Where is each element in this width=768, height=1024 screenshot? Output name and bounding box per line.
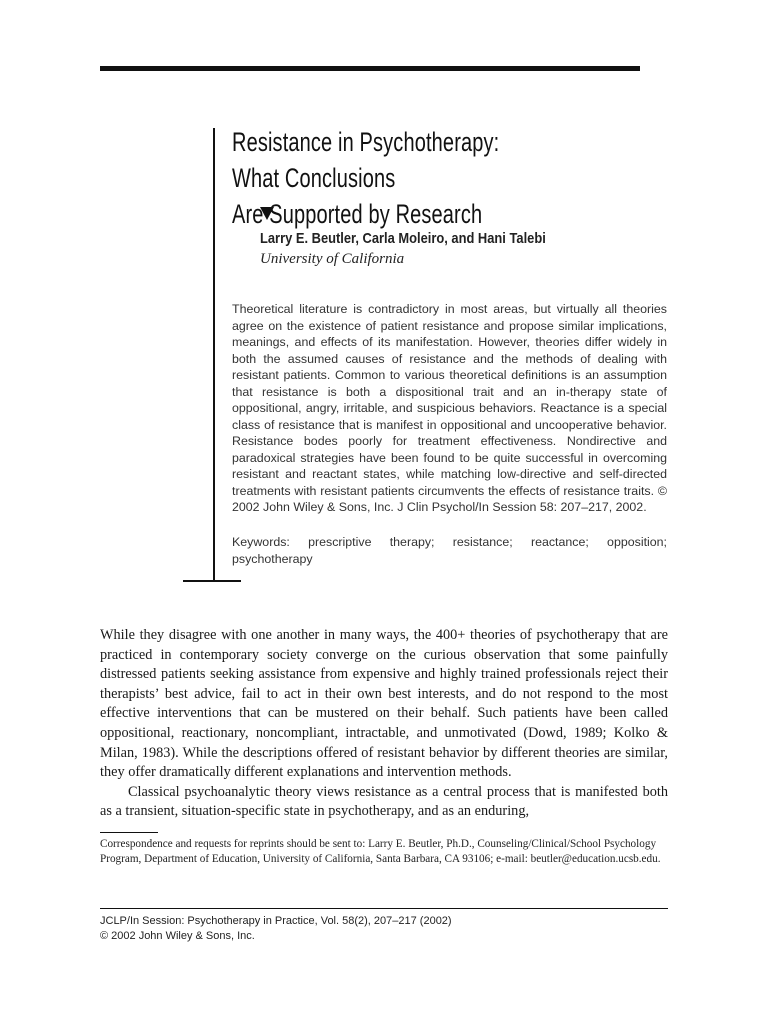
footnote-rule <box>100 832 158 833</box>
keywords: Keywords: prescriptive therapy; resistance; reactance; opposition; psychotherapy <box>232 535 667 566</box>
correspondence-footnote: Correspondence and requests for reprints should be sent to: Larry E. Beutler, Ph.D., Counseling/Clinical/School Psychology Program, Department of Education, University of California, Santa Barbara, CA 93106; e-mail: beutler@education.ucsb.edu. <box>100 838 661 865</box>
article-title <box>232 124 543 232</box>
rule-stub <box>183 580 241 582</box>
footer-rule <box>100 908 668 909</box>
title-line-2: Are Supported by Research <box>232 199 483 229</box>
journal-citation: JCLP/In Session: Psychotherapy in Practice, Vol. 58(2), 207–217 (2002) <box>100 915 452 927</box>
abstract: Theoretical literature is contradictory in most areas, but virtually all theories agree on the existence of patient resistance and propose similar implications, meanings, and effects of its manifestation. However, theories differ widely in both the assumed causes of resistance and the methods of dealing with resistant patients. Common to various theoretical definitions is an assumption that resistance is both a dispositional trait and an in-therapy state of oppositional, angry, irritable, and suspicious behaviors. Reactance is a special class of resistance that is manifest in oppositional and uncooperative behavior. Resistance bodes poorly for treatment effectiveness. Nondirective and paradoxical strategies have been found to be quite successful in overcoming resistant and reactant states, while matching low-directive and self-directed treatments with resistant patients circumvents the effects of resistance traits. © 2002 John Wiley & Sons, Inc. J Clin Psychol/In Session 58: 207–217, 2002. <box>232 302 667 514</box>
body-paragraph-2: Classical psychoanalytic theory views resistance as a central process that is manifested both as a transient, situation-specific state in psychotherapy, and as an enduring, <box>100 783 668 820</box>
vertical-rule <box>213 128 215 582</box>
affiliation: University of California <box>260 251 405 267</box>
body-text <box>100 626 668 822</box>
copyright-notice: © 2002 John Wiley & Sons, Inc. <box>100 930 255 942</box>
journal-footer <box>100 914 600 944</box>
author-list: Larry E. Beutler, Carla Moleiro, and Hani Talebi <box>260 230 546 247</box>
triangle-marker-icon <box>260 207 274 220</box>
body-paragraph-1: While they disagree with one another in many ways, the 400+ theories of psychotherapy that are practiced in contemporary society converge on the curious observation that some painfully distressed patients seeking assistance from expensive and highly trained professionals reject their therapists’ best advice, fail to act in their own best interests, and do not respond to the most effective interventions that can be mustered on their behalf. Such patients have been called oppositional, reactionary, noncompliant, intractable, and unmotivated (Dowd, 1989; Kolko & Milan, 1983). While the descriptions offered of resistant behavior by different theories are similar, they offer dramatically different explanations and intervention methods. <box>100 627 668 781</box>
top-rule <box>100 66 640 71</box>
title-line-1: Resistance in Psychotherapy: What Conclusions <box>232 127 500 193</box>
